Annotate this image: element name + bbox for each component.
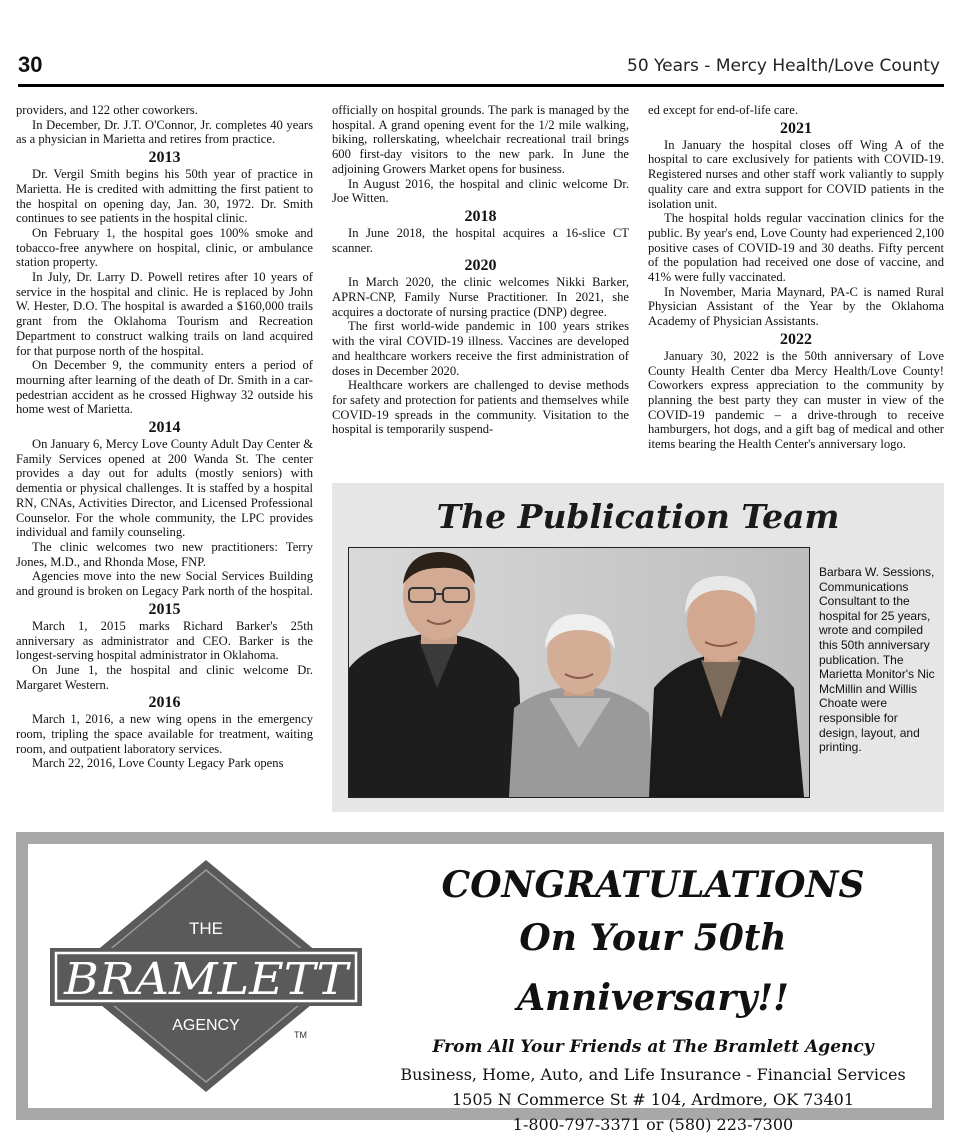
logo-trademark-text: TM <box>294 1030 307 1040</box>
publication-team-box <box>332 483 944 812</box>
paragraph: Healthcare workers are challenged to devise methods for safety and protection for patients and themselves while COVID-19 spreads in the community. Visitation to the hospital is temporarily suspend- <box>332 378 629 437</box>
paragraph: In January the hospital closes off Wing A of the hospital to care exclusively for patients with COVID-19. Registered nurses and other staff work valiantly to supply quality care and extra support for COVID patients in the isolation unit. <box>648 137 944 211</box>
ad-copy <box>388 862 918 1137</box>
team-photo-caption: Barbara W. Sessions, Communications Consultant to the hospital for 25 years, wrote and compiled this 50th anniversary publication. The Marietta Monitor's Nic McMillin and Willis Choate were responsible for design, layout, and printing. <box>819 565 935 755</box>
ad-inner-panel <box>28 844 932 1134</box>
paragraph: In November, Maria Maynard, PA-C is named Rural Physician Assistant of the Year by the Oklahoma Academy of Physician Assistants. <box>648 284 944 329</box>
article-column-1 <box>16 103 313 771</box>
year-heading: 2016 <box>148 694 181 712</box>
team-photo-illustration <box>349 548 809 797</box>
logo-the-text: THE <box>189 919 223 938</box>
paragraph: On June 1, the hospital and clinic welcome Dr. Margaret Western. <box>16 662 313 692</box>
paragraph: March 1, 2015 marks Richard Barker's 25th anniversary as administrator and CEO. Barker is the longest-serving hospital administrator in Oklahoma. <box>16 618 313 663</box>
paragraph: On January 6, Mercy Love County Adult Day Center & Family Services opened at 200 Wanda St. The center provides a day out for adults (mostly seniors) with dementia or physical challenges. It is staffed by a hospital RN, CNAs, Activities Director, and Licensed Professional Counselor. For the whole community, the LPC provides individual and family counseling. <box>16 437 313 540</box>
paragraph: Dr. Vergil Smith begins his 50th year of practice in Marietta. He is credited with admitting the first patient to the hospital on opening day, Jan. 30, 1972. Dr. Smith continues to see patients in the hospital clinic. <box>16 167 313 226</box>
diamond-logo-icon <box>46 858 366 1094</box>
article-column-3 <box>648 103 944 452</box>
article-column-2 <box>332 103 629 437</box>
ad-friends-line: From All Your Friends at The Bramlett Agency <box>432 1037 874 1057</box>
year-heading: 2014 <box>148 419 181 437</box>
page-number: 30 <box>18 52 43 77</box>
paragraph: ed except for end-of-life care. <box>648 103 798 117</box>
paragraph: In August 2016, the hospital and clinic welcome Dr. Joe Witten. <box>332 176 629 206</box>
paragraph: officially on hospital grounds. The park is managed by the hospital. A grand opening event for the 1/2 mile walking, biking, rollerskating, wheelchair recreational trail brings 600 first-day visitors to the new park. In June the adjoining Growers Market opens for business. <box>332 103 629 176</box>
year-heading: 2013 <box>148 149 181 167</box>
ad-anniversary-line: On Your 50th Anniversary!! <box>517 917 789 1019</box>
paragraph: In July, Dr. Larry D. Powell retires after 10 years of service in the hospital and clinic. He is replaced by John W. Hester, D.O. The hospital is awarded a $160,000 trails grant from the Oklahoma Tourism and Recreation Department to construct walking trails on land acquired for that purpose north of the hospital. <box>16 270 313 358</box>
header-rule <box>18 84 944 87</box>
paragraph: In December, Dr. J.T. O'Connor, Jr. completes 40 years as a physician in Marietta and retires from practice. <box>16 117 313 147</box>
ad-services: Business, Home, Auto, and Life Insurance - Financial Services <box>400 1065 906 1084</box>
logo-name-text: BRAMLETT <box>62 954 352 1005</box>
paragraph: Agencies move into the new Social Services Building and ground is broken on Legacy Park north of the hospital. <box>16 569 313 599</box>
bramlett-agency-logo <box>46 858 366 1094</box>
paragraph: The hospital holds regular vaccination clinics for the public. By year's end, Love County had experienced 2,100 positive cases of COVID-19 and 30 deaths. Fifty percent of the population had received one dose of vaccine, and 41% were fully vaccinated. <box>648 211 944 285</box>
paragraph: providers, and 122 other coworkers. <box>16 103 198 117</box>
page-header <box>18 52 944 82</box>
paragraph: In March 2020, the clinic welcomes Nikki Barker, APRN-CNP, Family Nurse Practitioner. In 2021, she acquires a doctorate of nursing practice (DNP) degree. <box>332 275 629 319</box>
paragraph: March 22, 2016, Love County Legacy Park opens <box>32 756 284 771</box>
year-heading: 2021 <box>780 119 812 137</box>
running-head: 50 Years - Mercy Health/Love County <box>627 56 940 76</box>
paragraph: The first world-wide pandemic in 100 years strikes with the viral COVID-19 illness. Vaccines are developed and healthcare workers receive the first administration of doses in December 2020. <box>332 319 629 378</box>
year-heading: 2018 <box>464 207 497 225</box>
year-heading: 2015 <box>148 600 181 618</box>
team-photo <box>348 547 810 798</box>
paragraph: On December 9, the community enters a period of mourning after learning of the death of Dr. Smith in a car-pedestrian accident as he crossed Highway 32 outside his home west of Marietta. <box>16 358 313 417</box>
publication-team-title: The Publication Team <box>436 497 840 536</box>
ad-phone: 1-800-797-3371 or (580) 223-7300 <box>512 1115 794 1134</box>
paragraph: In June 2018, the hospital acquires a 16-slice CT scanner. <box>332 225 629 255</box>
paragraph: The clinic welcomes two new practitioners: Terry Jones, M.D., and Rhonda Mose, FNP. <box>16 539 313 569</box>
ad-address: 1505 N Commerce St # 104, Ardmore, OK 73401 <box>451 1090 854 1109</box>
year-heading: 2020 <box>464 257 497 275</box>
bramlett-agency-ad <box>16 832 944 1134</box>
paragraph: March 1, 2016, a new wing opens in the emergency room, tripling the space available for treatment, waiting room, and outpatient laboratory services. <box>16 712 313 756</box>
ad-congratulations: CONGRATULATIONS <box>441 864 865 906</box>
year-heading: 2022 <box>780 330 812 348</box>
logo-agency-text: AGENCY <box>172 1017 240 1034</box>
paragraph: January 30, 2022 is the 50th anniversary of Love County Health Center dba Mercy Health/Love County! Coworkers express appreciation to the community by planning the best party they can muster in view of the COVID-19 pandemic – a drive-through to receive hamburgers, hot dogs, and a gift bag of medical and other items bearing the Health Center's anniversary logo. <box>648 348 944 452</box>
paragraph: On February 1, the hospital goes 100% smoke and tobacco-free anywhere on hospital, clinic, or ambulance station property. <box>16 225 313 270</box>
